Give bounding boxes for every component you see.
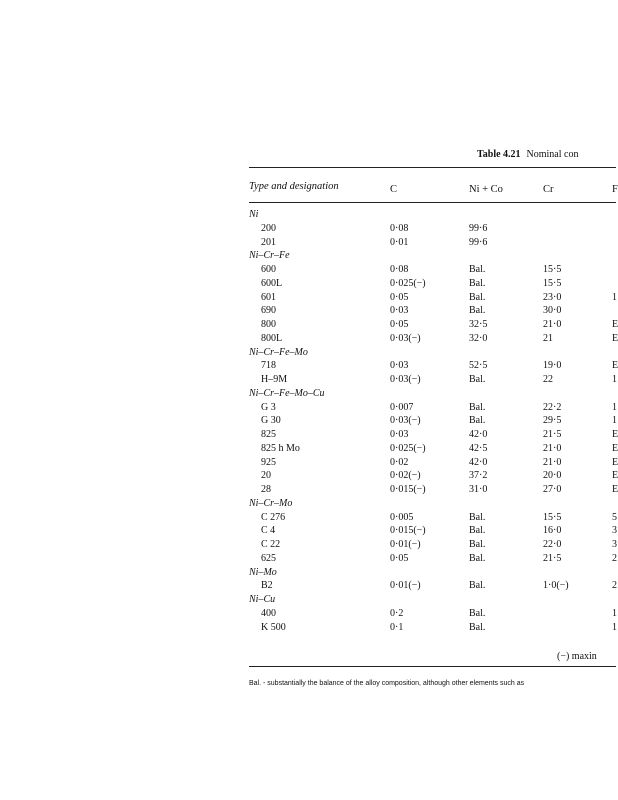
cell-cr: 21·0 — [543, 442, 562, 454]
header-type-designation: Type and designation — [249, 181, 339, 192]
table-row — [249, 360, 616, 371]
cell-ni-co: Bal. — [469, 305, 486, 317]
footnote: Bal. - substantially the balance of the alloy composition, although other elements such as — [249, 680, 525, 687]
cell-fe: 1 — [612, 374, 617, 385]
group-name: Ni–Mo — [249, 566, 277, 578]
cell-fe: E — [612, 332, 618, 344]
cell-ni-co: Bal. — [469, 264, 486, 275]
cell-ni-co: 32·0 — [469, 332, 488, 344]
alloy-designation: 718 — [261, 360, 276, 372]
cell-fe: 3 — [612, 539, 617, 550]
cell-fe: E — [612, 456, 618, 468]
table-row — [249, 622, 616, 633]
cell-fe: 1 — [612, 291, 617, 303]
alloy-designation: G 3 — [261, 401, 276, 413]
table-caption-label: Table 4.21 — [477, 149, 521, 160]
cell-fe: 1 — [612, 415, 617, 427]
table-row — [249, 415, 616, 426]
alloy-designation: 600 — [261, 264, 276, 275]
cell-fe: E — [612, 319, 618, 330]
alloy-designation: 600L — [261, 277, 283, 289]
cell-fe: E — [612, 470, 618, 482]
group-name: Ni–Cr–Fe–Mo–Cu — [249, 387, 325, 399]
cell-fe: 2 — [612, 552, 617, 564]
cell-fe: 1 — [612, 401, 617, 413]
cell-ni-co: Bal. — [469, 539, 486, 550]
table-row — [249, 539, 616, 550]
table-row — [249, 443, 616, 454]
cell-fe: 2 — [612, 580, 617, 592]
table-row — [249, 305, 616, 316]
table-row — [249, 333, 616, 344]
cell-c: 0·02(−) — [390, 470, 421, 482]
group-name: Ni–Cr–Mo — [249, 497, 293, 509]
cell-cr: 29·5 — [543, 415, 562, 427]
cell-c: 0·025(−) — [390, 277, 426, 289]
cell-fe: E — [612, 484, 618, 495]
cell-c: 0·007 — [390, 401, 414, 413]
cell-cr: 30·0 — [543, 305, 562, 317]
table-row — [249, 608, 616, 619]
alloy-designation: K 500 — [261, 621, 286, 633]
header-fe: F — [612, 184, 618, 195]
group-name: Ni–Cr–Fe–Mo — [249, 346, 308, 358]
cell-cr: 1·0(−) — [543, 580, 569, 592]
cell-cr: 15·5 — [543, 277, 562, 289]
table-group-row — [249, 594, 616, 605]
alloy-designation: 925 — [261, 456, 276, 468]
cell-c: 0·03(−) — [390, 374, 421, 385]
cell-cr: 15·5 — [543, 511, 562, 523]
cell-cr: 22·0 — [543, 539, 562, 550]
group-name: Ni–Cu — [249, 594, 276, 605]
alloy-designation: 601 — [261, 291, 276, 303]
cell-ni-co: Bal. — [469, 415, 486, 427]
table-row — [249, 292, 616, 303]
cell-cr: 22·2 — [543, 401, 562, 413]
cell-cr: 22 — [543, 374, 553, 385]
table-group-row — [249, 250, 616, 261]
cell-c: 0·05 — [390, 291, 409, 303]
cell-ni-co: 42·5 — [469, 442, 488, 454]
cell-cr: 15·5 — [543, 264, 562, 275]
alloy-designation: 625 — [261, 552, 276, 564]
alloy-designation: B2 — [261, 580, 273, 592]
header-cr: Cr — [543, 184, 554, 195]
table-caption-text: Nominal con — [526, 149, 579, 160]
table-bottom-rule — [249, 666, 616, 667]
cell-c: 0·005 — [390, 511, 414, 523]
alloy-designation: 200 — [261, 222, 276, 234]
maximum-legend: (−) maxin — [557, 651, 597, 662]
cell-c: 0·03 — [390, 305, 409, 317]
header-rule — [249, 202, 616, 203]
alloy-designation: 825 h Mo — [261, 442, 300, 454]
alloy-designation: 20 — [261, 470, 271, 482]
cell-ni-co: Bal. — [469, 580, 486, 592]
cell-fe: E — [612, 429, 618, 440]
cell-ni-co: 42·0 — [469, 429, 488, 440]
alloy-designation: C 22 — [261, 539, 281, 550]
table-row — [249, 429, 616, 440]
table-row — [249, 278, 616, 289]
cell-c: 0·015(−) — [390, 484, 426, 495]
alloy-designation: 690 — [261, 305, 276, 317]
cell-cr: 16·0 — [543, 525, 562, 537]
table-row — [249, 319, 616, 330]
cell-cr: 23·0 — [543, 291, 562, 303]
alloy-designation: 201 — [261, 236, 276, 248]
cell-fe: 5 — [612, 511, 617, 523]
table-row — [249, 484, 616, 495]
cell-ni-co: Bal. — [469, 401, 486, 413]
cell-c: 0·03(−) — [390, 332, 421, 344]
cell-c: 0·03 — [390, 360, 409, 372]
cell-fe: E — [612, 442, 618, 454]
table-row — [249, 237, 616, 248]
table-group-row — [249, 347, 616, 358]
cell-fe: 1 — [612, 621, 617, 633]
cell-cr: 20·0 — [543, 470, 562, 482]
cell-fe: E — [612, 360, 618, 372]
table-group-row — [249, 498, 616, 509]
cell-c: 0·01 — [390, 236, 409, 248]
cell-cr: 21·0 — [543, 456, 562, 468]
group-name: Ni–Cr–Fe — [249, 250, 290, 262]
table-group-row — [249, 209, 616, 220]
cell-c: 0·08 — [390, 222, 409, 234]
cell-c: 0·01(−) — [390, 539, 421, 550]
cell-fe: 3 — [612, 525, 617, 537]
table-row — [249, 470, 616, 481]
cell-cr: 21·5 — [543, 552, 562, 564]
table-group-row — [249, 567, 616, 578]
alloy-designation: 800 — [261, 319, 276, 330]
cell-ni-co: Bal. — [469, 277, 486, 289]
alloy-designation: G 30 — [261, 415, 281, 427]
cell-cr: 21·5 — [543, 429, 562, 440]
cell-c: 0·08 — [390, 264, 409, 275]
table-row — [249, 457, 616, 468]
table-row — [249, 223, 616, 234]
cell-ni-co: Bal. — [469, 374, 486, 385]
table-group-row — [249, 388, 616, 399]
header-ni-co: Ni + Co — [469, 184, 503, 195]
cell-ni-co: Bal. — [469, 621, 486, 633]
cell-fe: 1 — [612, 607, 617, 619]
cell-ni-co: 52·5 — [469, 360, 488, 372]
cell-c: 0·05 — [390, 319, 409, 330]
cell-ni-co: 99·6 — [469, 222, 488, 234]
alloy-designation: 400 — [261, 607, 276, 619]
cell-c: 0·05 — [390, 552, 409, 564]
cell-ni-co: 37·2 — [469, 470, 488, 482]
table-row — [249, 553, 616, 564]
cell-cr: 21·0 — [543, 319, 562, 330]
cell-ni-co: Bal. — [469, 607, 486, 619]
cell-c: 0·03 — [390, 429, 409, 440]
table-row — [249, 512, 616, 523]
group-name: Ni — [249, 209, 259, 220]
table-caption — [477, 149, 578, 160]
alloy-designation: 28 — [261, 484, 271, 495]
table-row — [249, 402, 616, 413]
table-row — [249, 580, 616, 591]
cell-cr: 27·0 — [543, 484, 562, 495]
cell-ni-co: Bal. — [469, 511, 486, 523]
cell-c: 0·015(−) — [390, 525, 426, 537]
alloy-designation: H–9M — [261, 374, 288, 385]
alloy-designation: C 4 — [261, 525, 276, 537]
cell-c: 0·1 — [390, 621, 404, 633]
cell-cr: 19·0 — [543, 360, 562, 372]
header-c: C — [390, 184, 398, 195]
cell-ni-co: 31·0 — [469, 484, 488, 495]
cell-ni-co: Bal. — [469, 552, 486, 564]
cell-c: 0·025(−) — [390, 442, 426, 454]
alloy-designation: C 276 — [261, 511, 286, 523]
alloy-designation: 800L — [261, 332, 283, 344]
cell-ni-co: 99·6 — [469, 236, 488, 248]
table-row — [249, 374, 616, 385]
cell-ni-co: 42·0 — [469, 456, 488, 468]
cell-c: 0·01(−) — [390, 580, 421, 592]
cell-c: 0·2 — [390, 607, 404, 619]
table-row — [249, 525, 616, 536]
cell-cr: 21 — [543, 332, 553, 344]
table-row — [249, 264, 616, 275]
alloy-designation: 825 — [261, 429, 276, 440]
cell-ni-co: Bal. — [469, 525, 486, 537]
cell-c: 0·03(−) — [390, 415, 421, 427]
cell-c: 0·02 — [390, 456, 409, 468]
table-top-rule — [249, 167, 616, 168]
cell-ni-co: 32·5 — [469, 319, 488, 330]
cell-ni-co: Bal. — [469, 291, 486, 303]
